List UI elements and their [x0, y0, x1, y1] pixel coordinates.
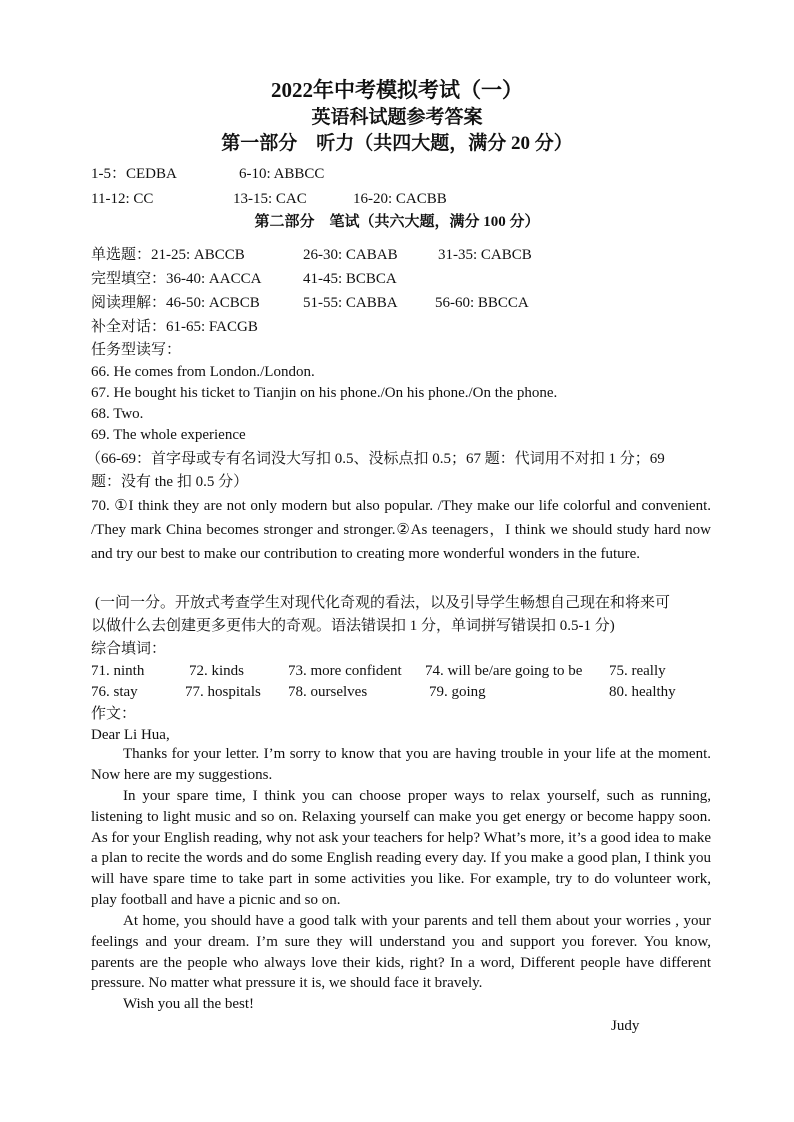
- grading-note: 题：没有 the 扣 0.5 分）: [91, 474, 249, 490]
- fill-answer: 71. ninth: [91, 663, 145, 679]
- exam-subtitle: 英语科试题参考答案: [311, 107, 483, 128]
- part1-answer: 13-15: CAC: [233, 191, 307, 207]
- essay-paragraph: Thanks for your letter. I’m sorry to know that you are having trouble in your life at the moment. Now here are my suggestions.: [91, 746, 711, 783]
- essay-paragraph: At home, you should have a good talk with your parents and tell them about your worries , your feelings and your dream. I’m sure they will understand you and support you forever. You know, parents are the people who always love their kids, right? In a word, Different people have different pressure. No matter what pressure it is, we should face it bravely.: [91, 913, 711, 992]
- answer-group: 21-25: ABCCB: [151, 247, 245, 263]
- section-label: 综合填词：: [91, 641, 167, 657]
- part1-answer: 6-10: ABBCC: [239, 166, 325, 182]
- answer-group: 41-45: BCBCA: [303, 271, 397, 287]
- answer-group: 31-35: CABCB: [438, 247, 532, 263]
- fill-answer: 76. stay: [91, 684, 138, 700]
- part1-heading: 第一部分 听力（共四大题，满分 20 分）: [221, 133, 573, 154]
- section-label: 任务型读写：: [91, 342, 182, 358]
- section-label: 单选题：: [91, 247, 152, 263]
- dialogue-row: [91, 317, 258, 337]
- section-label: 补全对话：: [91, 319, 167, 335]
- essay-signature: Judy: [611, 1018, 640, 1034]
- fill-answer: 72. kinds: [189, 663, 245, 679]
- fill-answer: 74. will be/are going to be: [425, 663, 583, 679]
- fill-answer: 73. more confident: [288, 663, 402, 679]
- q70-note: (一问一分。开放式考查学生对现代化奇观的看法，以及引导学生畅想自己现在和将来可: [95, 595, 670, 611]
- task-answer: 69. The whole experience: [91, 427, 246, 443]
- single-choice-row: [91, 245, 245, 265]
- fill-answer: 75. really: [609, 663, 666, 679]
- task-answer: 66. He comes from London./London.: [91, 364, 315, 380]
- answer-group: 51-55: CABBA: [303, 295, 398, 311]
- section-label: 阅读理解：: [91, 295, 167, 311]
- fill-answer: 79. going: [429, 684, 486, 700]
- essay-paragraph: In your spare time, I think you can choose proper ways to relax yourself, such as running, listening to light music and so on. Relaxing yourself can make you get energy or become happy soon. As for your English reading, why not ask your teachers for help? What’s more, it’s a good idea to make a plan to recite the words and do some English reading every day. If you make a good plan, I think you will have spare time to take part in some activities you like. For example, try to do volunteer work, play football and have a picnic and so on.: [91, 788, 711, 908]
- part1-answer: 11-12: CC: [91, 191, 154, 207]
- grading-note: （66-69：首字母或专有名词没大写扣 0.5、没标点扣 0.5；67 题：代词用不对扣 1 分；69: [86, 451, 665, 467]
- part2-heading: 第二部分 笔试（共六大题，满分 100 分）: [254, 214, 540, 230]
- cloze-row: [91, 269, 261, 289]
- task-answer: 67. He bought his ticket to Tianjin on his phone./On his phone./On the phone.: [91, 385, 558, 401]
- fill-answer: 78. ourselves: [288, 684, 368, 700]
- part1-answer: 16-20: CACBB: [353, 191, 447, 207]
- q70-note: 以做什么去创建更多更伟大的奇观。语法错误扣 1 分，单词拼写错误扣 0.5-1 分): [91, 618, 615, 634]
- exam-title: 2022年中考模拟考试（一）: [271, 78, 523, 102]
- essay-paragraph: Wish you all the best!: [123, 996, 255, 1012]
- answer-group: 46-50: ACBCB: [166, 295, 260, 311]
- fill-answer: 80. healthy: [609, 684, 676, 700]
- section-label: 完型填空：: [91, 271, 167, 287]
- q70-answer: 70. ①I think they are not only modern but also popular. /They make our life colorful and convenient. /They mark China becomes stronger and stronger.②As teenagers，I think we should study hard now and try our best to make our contribution to creating more wonderful wonders in the future.: [91, 498, 711, 562]
- answer-group: 26-30: CABAB: [303, 247, 398, 263]
- answer-group: 56-60: BBCCA: [435, 295, 529, 311]
- section-label: 作文：: [91, 706, 137, 722]
- answer-group: 61-65: FACGB: [166, 319, 258, 335]
- answer-group: 36-40: AACCA: [166, 271, 262, 287]
- essay-greeting: Dear Li Hua,: [91, 727, 170, 743]
- part1-answer: 1-5：CEDBA: [91, 166, 177, 182]
- fill-answer: 77. hospitals: [185, 684, 261, 700]
- reading-row: [91, 293, 260, 313]
- task-answer: 68. Two.: [91, 406, 144, 422]
